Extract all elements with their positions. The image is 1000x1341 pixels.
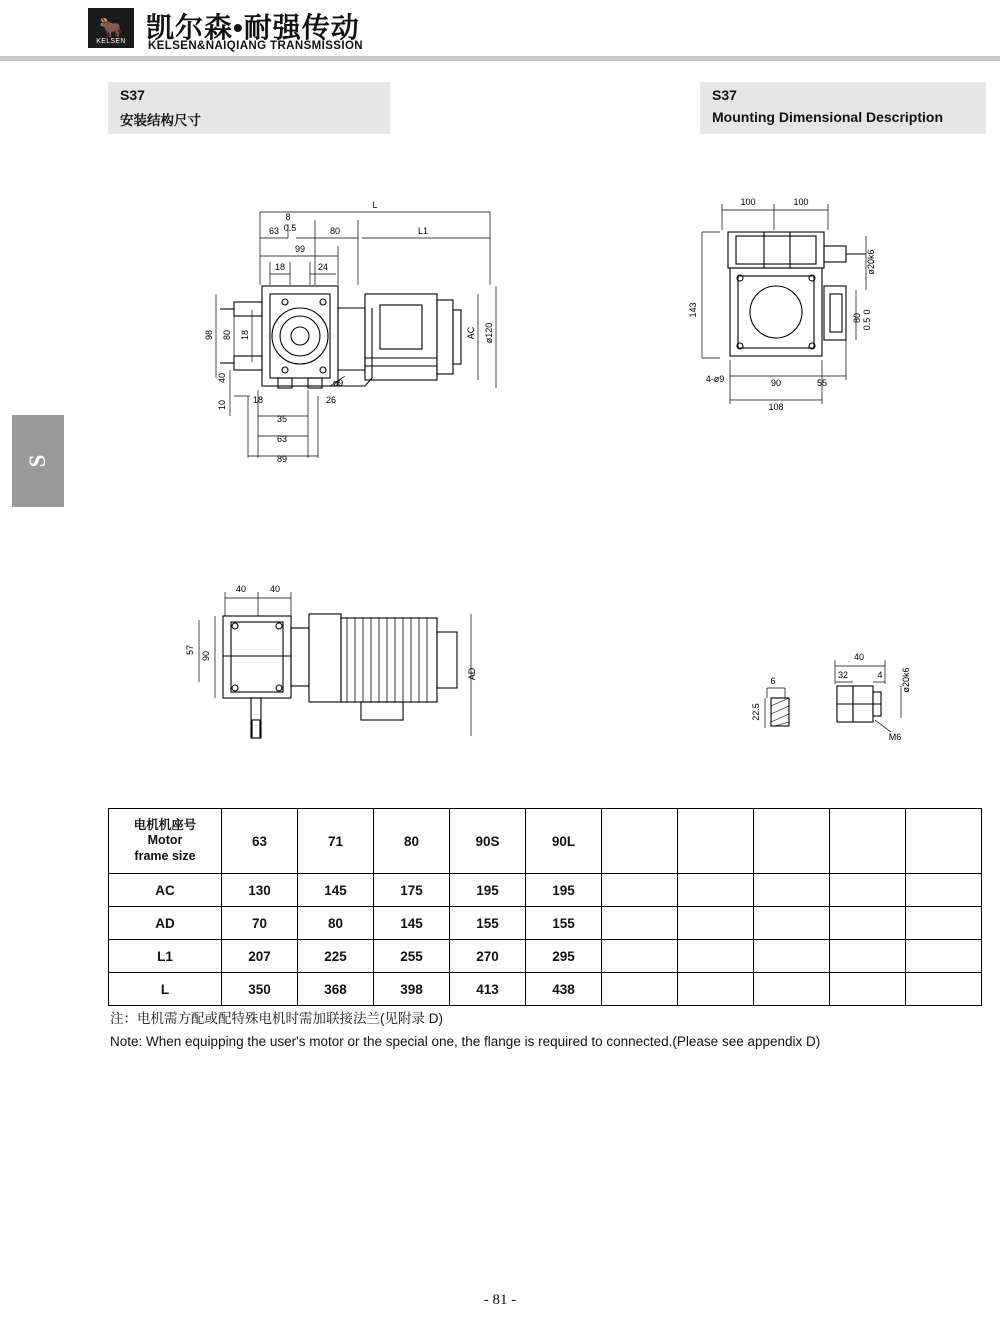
table-cell: 295: [526, 940, 602, 973]
table-cell: 145: [298, 874, 374, 907]
svg-text:63: 63: [276, 434, 288, 444]
svg-text:108: 108: [768, 402, 784, 412]
svg-text:0.5: 0.5: [283, 223, 297, 233]
side-view-drawing: [175, 570, 505, 770]
table-col-header: [754, 809, 830, 874]
logo-badge: [88, 8, 134, 48]
svg-text:AC: AC: [466, 326, 476, 340]
svg-text:98: 98: [204, 329, 214, 341]
svg-text:M6: M6: [888, 732, 902, 742]
table-cell: 195: [450, 874, 526, 907]
table-cell: [754, 973, 830, 1006]
brand-chinese-name: 凯尔森•耐强传动: [146, 12, 360, 43]
table-cell: 350: [222, 973, 298, 1006]
table-cell: 270: [450, 940, 526, 973]
section-left-code: S37: [120, 87, 145, 103]
svg-text:ø9: ø9: [332, 378, 344, 388]
svg-text:26: 26: [325, 395, 337, 405]
table-cell: 225: [298, 940, 374, 973]
table-header-en-1: Motor: [147, 833, 183, 848]
dimension-table: [108, 808, 982, 1006]
svg-text:18: 18: [274, 262, 286, 272]
svg-text:100: 100: [793, 197, 809, 207]
table-cell: [754, 940, 830, 973]
svg-text:80: 80: [329, 226, 341, 236]
table-header-en-2: frame size: [134, 848, 196, 863]
table-cell: [830, 874, 906, 907]
svg-text:ø20k6: ø20k6: [901, 667, 911, 693]
svg-text:143: 143: [688, 302, 698, 318]
svg-text:24: 24: [317, 262, 329, 272]
table-cell: [906, 973, 982, 1006]
table-cell: [678, 907, 754, 940]
svg-text:40: 40: [853, 652, 865, 662]
table-cell: 195: [526, 874, 602, 907]
end-view-drawing: [670, 190, 900, 430]
table-cell: [830, 907, 906, 940]
svg-text:100: 100: [740, 197, 756, 207]
table-row-label: AC: [109, 874, 222, 907]
table-cell: [602, 874, 678, 907]
table-cell: [906, 907, 982, 940]
table-cell: [678, 973, 754, 1006]
svg-text:32: 32: [837, 670, 849, 680]
table-cell: 207: [222, 940, 298, 973]
table-cell: 155: [526, 907, 602, 940]
table-cell: 80: [298, 907, 374, 940]
table-header-row: [109, 809, 982, 874]
front-view-drawing: [190, 190, 530, 500]
table-row-label: L1: [109, 940, 222, 973]
table-cell: 413: [450, 973, 526, 1006]
table-cell: 175: [374, 874, 450, 907]
table-cell: 70: [222, 907, 298, 940]
table-cell: [602, 940, 678, 973]
table-cell: 368: [298, 973, 374, 1006]
table-row-label: L: [109, 973, 222, 1006]
table-cell: [678, 940, 754, 973]
svg-text:80: 80: [222, 329, 232, 341]
table-cell: [754, 874, 830, 907]
table-row: [109, 940, 982, 973]
table-col-header: 63: [222, 809, 298, 874]
svg-text:0.5: 0.5: [862, 317, 872, 331]
page-number: - 81 -: [483, 1292, 517, 1308]
table-header-cn: 电机机座号: [133, 817, 197, 832]
table-cell: [602, 907, 678, 940]
svg-text:40: 40: [217, 372, 227, 384]
table-col-header: [830, 809, 906, 874]
svg-text:35: 35: [276, 414, 288, 424]
svg-text:L1: L1: [417, 226, 429, 236]
svg-text:40: 40: [235, 584, 247, 594]
bull-icon: 🐂: [99, 17, 123, 39]
table-corner-header: [109, 809, 222, 874]
svg-text:90: 90: [770, 378, 782, 388]
svg-text:18: 18: [252, 395, 264, 405]
table-cell: [754, 907, 830, 940]
svg-text:ø20k6: ø20k6: [866, 249, 876, 275]
svg-text:AD: AD: [467, 667, 477, 681]
side-tab-section: [12, 415, 64, 507]
side-tab-label: S: [25, 454, 50, 468]
section-right-subtitle: Mounting Dimensional Description: [712, 109, 944, 125]
table-row: [109, 973, 982, 1006]
svg-text:55: 55: [816, 378, 828, 388]
table-cell: 438: [526, 973, 602, 1006]
table-col-header: 90S: [450, 809, 526, 874]
table-col-header: [678, 809, 754, 874]
table-col-header: 71: [298, 809, 374, 874]
table-cell: 255: [374, 940, 450, 973]
table-row: [109, 907, 982, 940]
svg-text:8: 8: [285, 212, 291, 222]
svg-text:0: 0: [862, 309, 872, 315]
key-detail-drawing: [745, 640, 945, 760]
svg-text:4: 4: [877, 670, 883, 680]
table-cell: [678, 874, 754, 907]
table-col-header: [906, 809, 982, 874]
svg-text:22.5: 22.5: [751, 703, 761, 721]
table-cell: 145: [374, 907, 450, 940]
svg-text:4-ø9: 4-ø9: [705, 374, 725, 384]
section-right-code: S37: [712, 87, 737, 103]
table-row-label: AD: [109, 907, 222, 940]
table-col-header: 80: [374, 809, 450, 874]
svg-text:18: 18: [240, 329, 250, 341]
section-head-left: [108, 82, 390, 134]
table-col-header: 90L: [526, 809, 602, 874]
svg-text:40: 40: [269, 584, 281, 594]
page-header: [0, 0, 1000, 60]
section-left-subtitle: 安装结构尺寸: [120, 113, 201, 128]
note-chinese: 注：电机需方配或配特殊电机时需加联接法兰(见附录 D): [110, 1011, 443, 1026]
table-cell: [830, 940, 906, 973]
svg-text:63: 63: [268, 226, 280, 236]
section-head-right: [700, 82, 986, 134]
table-cell: [830, 973, 906, 1006]
table-cell: 155: [450, 907, 526, 940]
svg-text:6: 6: [770, 676, 776, 686]
svg-text:80: 80: [852, 312, 862, 324]
table-row: [109, 874, 982, 907]
svg-text:ø120: ø120: [484, 322, 494, 344]
svg-text:57: 57: [185, 644, 195, 656]
table-cell: 130: [222, 874, 298, 907]
table-cell: [906, 940, 982, 973]
brand-english-name: KELSEN&NAIQIANG TRANSMISSION: [148, 40, 364, 52]
svg-text:L: L: [372, 200, 378, 210]
table-col-header: [602, 809, 678, 874]
logo-wordmark: KELSEN: [96, 38, 126, 45]
table-cell: 398: [374, 973, 450, 1006]
table-cell: [906, 874, 982, 907]
svg-text:89: 89: [276, 454, 288, 464]
svg-text:90: 90: [201, 650, 211, 662]
table-cell: [602, 973, 678, 1006]
svg-text:99: 99: [294, 244, 306, 254]
svg-text:10: 10: [217, 399, 227, 411]
header-divider: [0, 56, 1000, 61]
note-english: Note: When equipping the user's motor or the special one, the flange is required to connected.(Please see appendix D): [110, 1034, 821, 1049]
